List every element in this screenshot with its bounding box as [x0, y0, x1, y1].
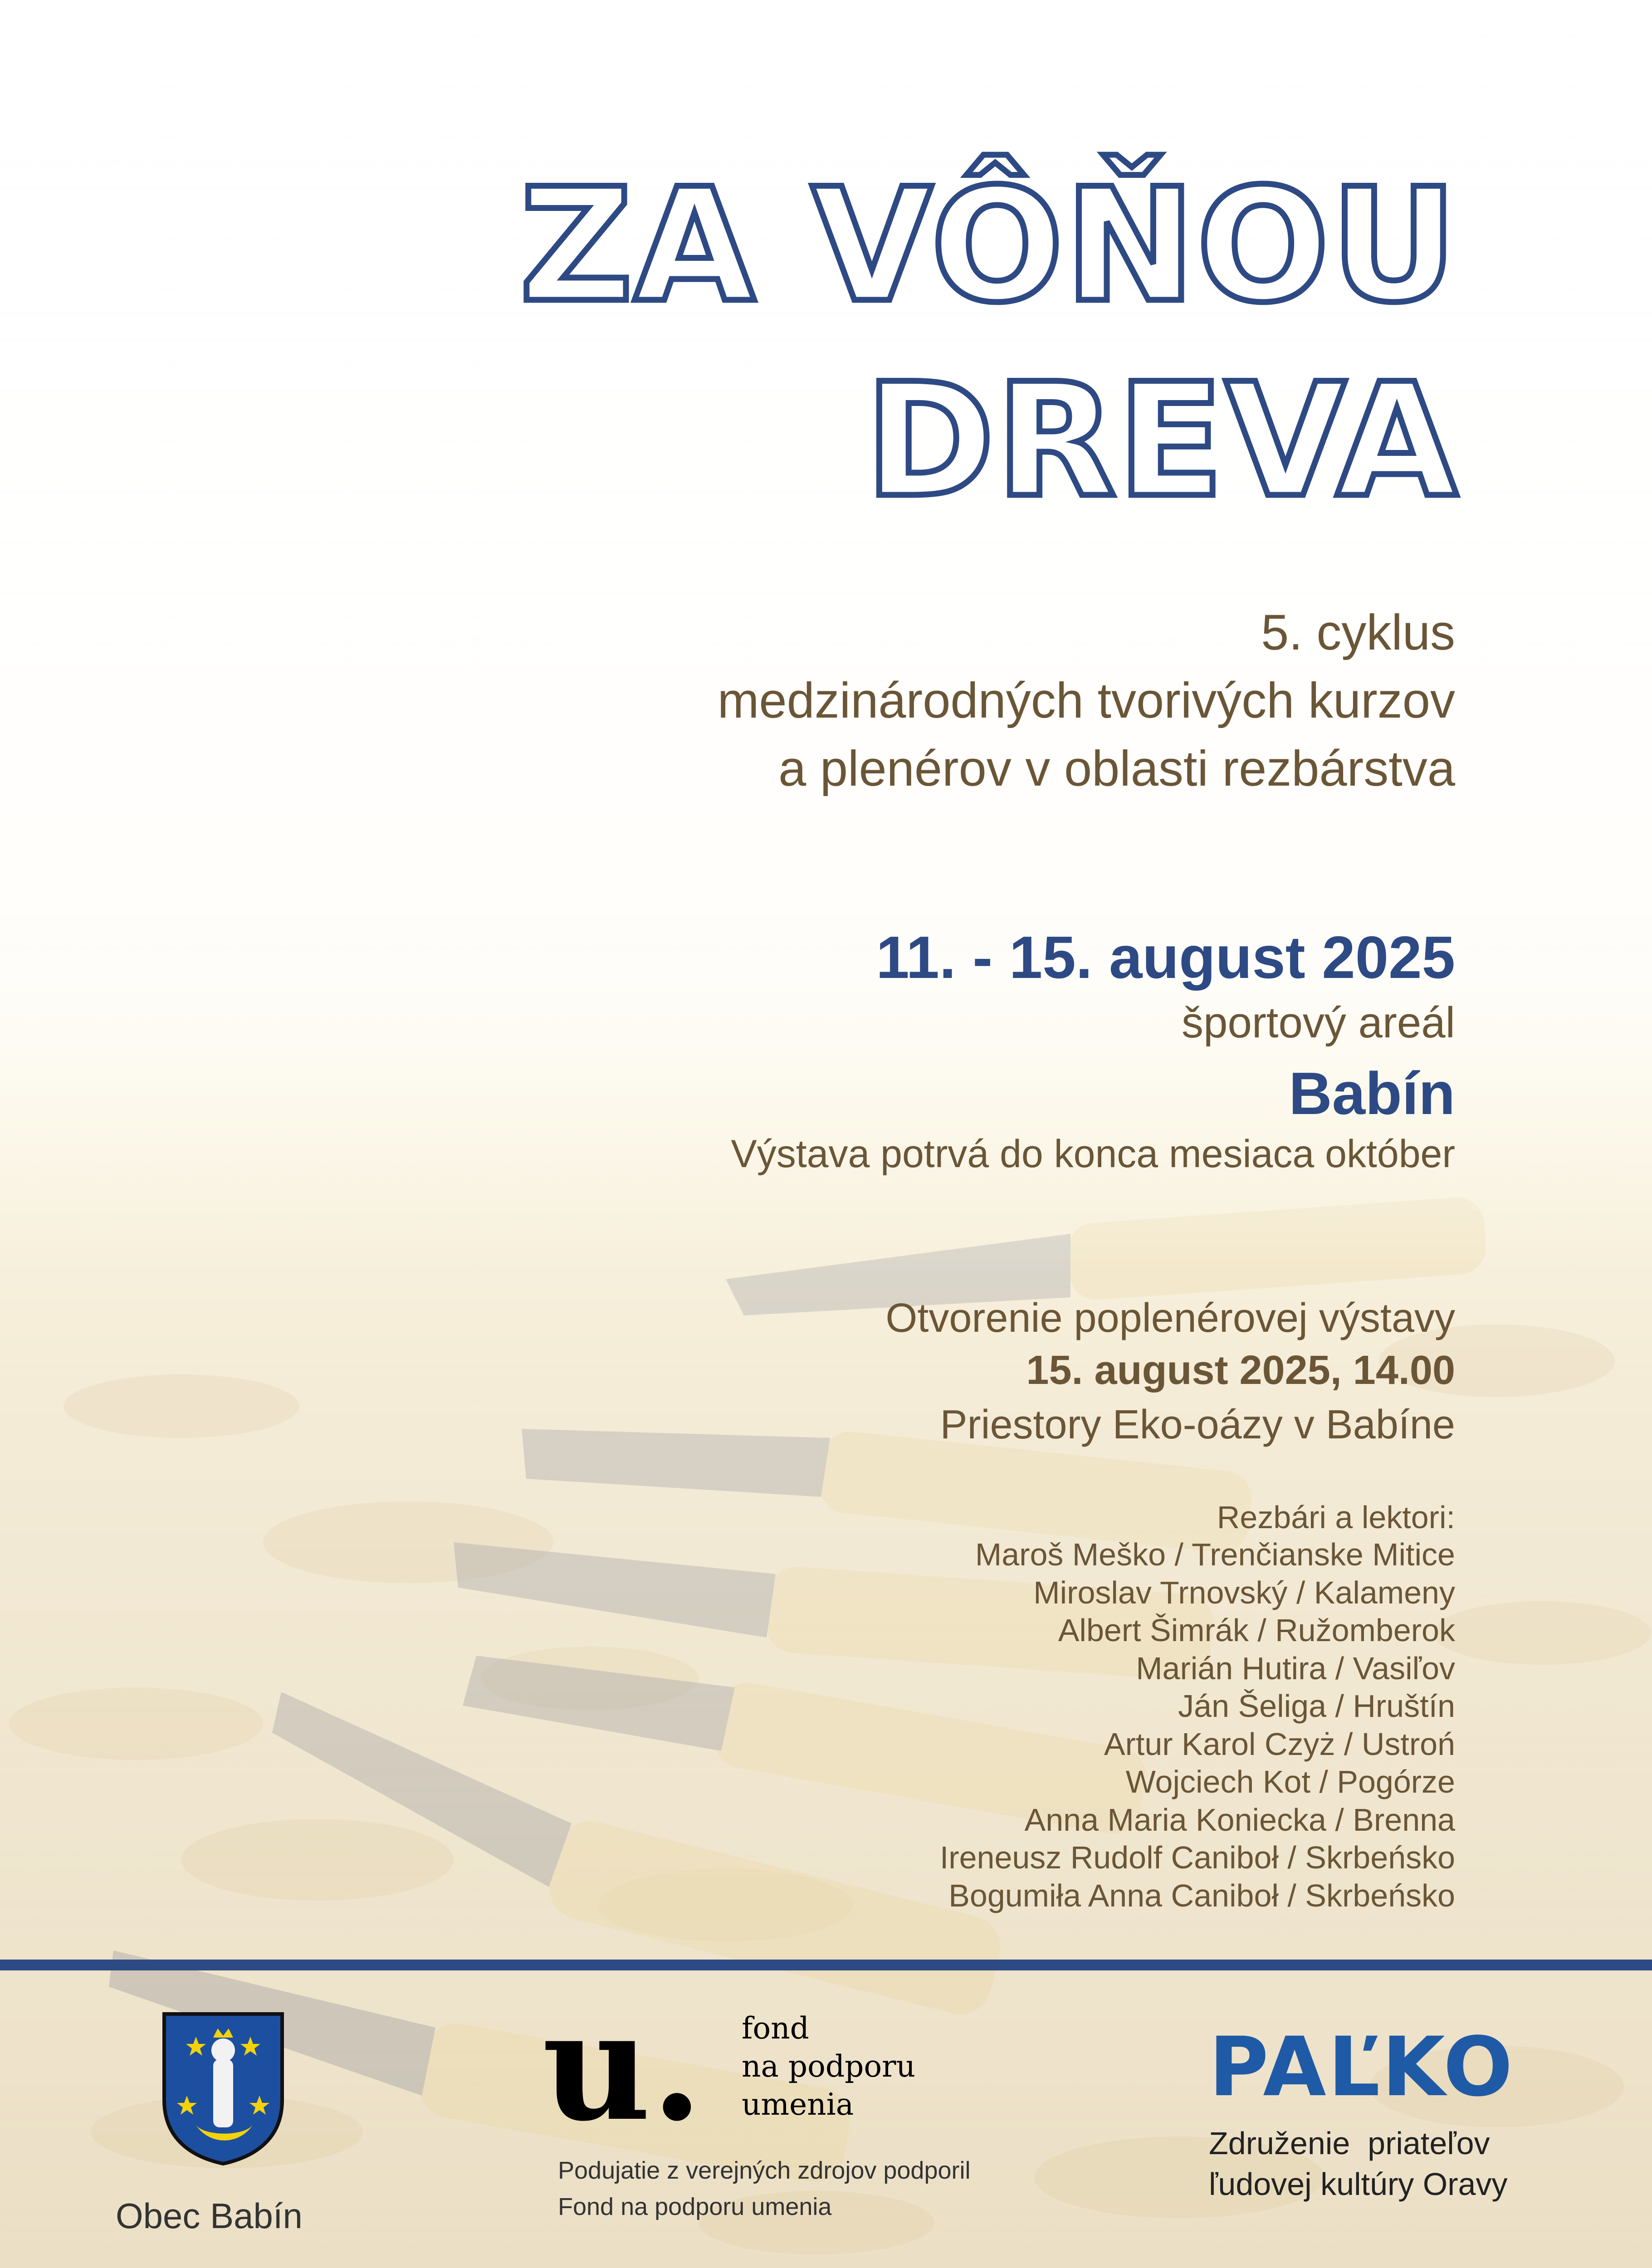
- palko-line2: ľudovej kultúry Oravy: [1209, 2166, 1508, 2202]
- carver-item: Wojciech Kot / Pogórze: [1125, 1764, 1455, 1799]
- municipality-name: Obec Babín: [116, 2196, 303, 2236]
- subtitle-line2: medzinárodných tvorivých kurzov: [717, 673, 1455, 728]
- support-note-line2: Fond na podporu umenia: [558, 2193, 832, 2220]
- poster-title-line1: ZA VÔŇOU: [519, 155, 1458, 337]
- carver-item: Ján Šeliga / Hruštín: [1178, 1688, 1455, 1724]
- event-dates: 11. - 15. august 2025: [876, 924, 1455, 991]
- support-note: [558, 2152, 971, 2225]
- fpu-u-logo-icon: u.: [542, 1978, 703, 2154]
- fund-name-line2: na podporu: [742, 2049, 916, 2084]
- opening-location: Priestory Eko-oázy v Babíne: [940, 1402, 1455, 1447]
- support-note-line1: Podujatie z verejných zdrojov podporil: [558, 2157, 971, 2184]
- carver-item: Miroslav Trnovský / Kalameny: [1033, 1575, 1455, 1610]
- carvers-heading: Rezbári a lektori:: [1217, 1500, 1455, 1535]
- opening-datetime: 15. august 2025, 14.00: [1026, 1348, 1455, 1393]
- carver-item: Albert Šimrák / Ružomberok: [1058, 1613, 1455, 1648]
- opening-title: Otvorenie poplenérovej výstavy: [885, 1295, 1455, 1341]
- subtitle-line1: 5. cyklus: [1261, 605, 1455, 660]
- carver-item: Bogumiła Anna Caniboł / Skrbeńsko: [948, 1878, 1455, 1913]
- carver-item: Marián Hutira / Vasiľov: [1136, 1651, 1455, 1686]
- fund-name-line1: fond: [742, 2011, 809, 2046]
- subtitle-line3: a plenérov v oblasti rezbárstva: [778, 741, 1455, 797]
- event-venue-type: športový areál: [1182, 998, 1455, 1047]
- event-place: Babín: [1289, 1060, 1455, 1127]
- fund-name: [742, 2009, 915, 2124]
- carver-item: Anna Maria Koniecka / Brenna: [1024, 1802, 1455, 1838]
- carver-item: Maroš Meško / Trenčianske Mitice: [975, 1537, 1455, 1572]
- carver-item: Ireneusz Rudolf Caniboł / Skrbeńsko: [939, 1840, 1455, 1875]
- footer-divider: [0, 1960, 1652, 1970]
- palko-logo-icon: PAĽKO: [1209, 2020, 1515, 2115]
- fund-name-line3: umenia: [742, 2087, 854, 2122]
- poster-title-line2: DREVA: [865, 350, 1458, 532]
- carver-item: Artur Karol Czyż / Ustroń: [1104, 1726, 1455, 1762]
- palko-line1: Združenie priateľov: [1209, 2126, 1490, 2161]
- exhibition-note: Výstava potrvá do konca mesiaca október: [731, 1132, 1455, 1176]
- babin-coat-of-arms-icon: [160, 2009, 287, 2166]
- palko-association: [1209, 2123, 1507, 2204]
